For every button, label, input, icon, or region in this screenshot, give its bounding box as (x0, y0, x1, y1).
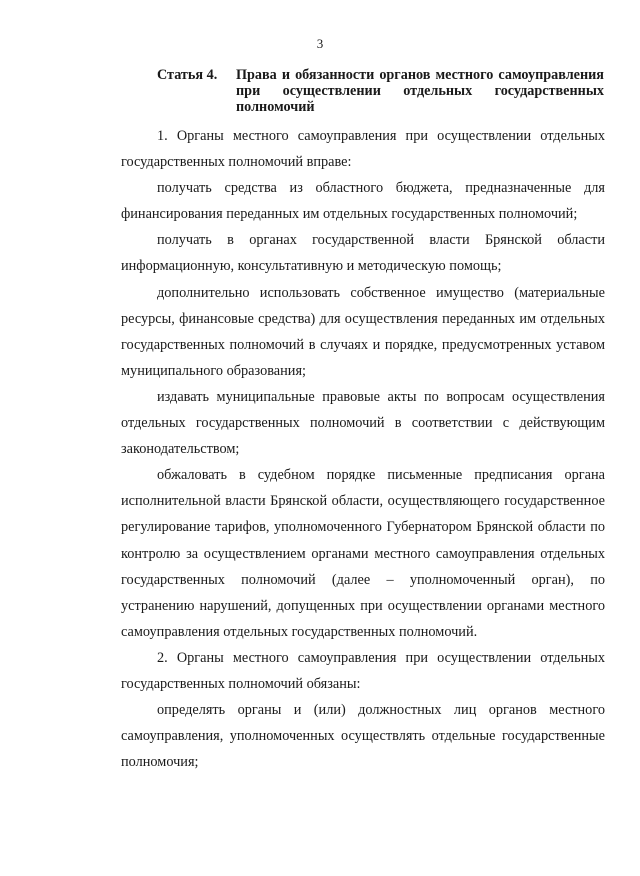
article-label: Статья 4. (157, 67, 218, 83)
paragraph-2-duties-intro: 2. Органы местного самоуправления при осуществлении отдельных государственных полномочий обязаны: (121, 649, 605, 692)
paragraph-1-rights-intro: 1. Органы местного самоуправления при осуществлении отдельных государственных полномочий вправе: (121, 128, 605, 171)
paragraph-issue-acts: издавать муниципальные правовые акты по вопросам осуществления отдельных государственных полномочий в соответствии с действующим законодательством; (121, 388, 605, 458)
paragraph-designate-bodies: определять органы и (или) должностных лиц органов местного самоуправления, уполномоченных осуществлять отдельные государственные полномочия; (121, 702, 605, 771)
paragraph-appeal: обжаловать в судебном порядке письменные предписания органа исполнительной власти Брянской области, осуществляющего государственное регулирование тарифов, уполномоченного Губернатором Брянской области по контролю за осуществлением органами местного самоуправления отдельных государственных полномочий (далее – уполномоченный орган), по устранению нарушений, допущенных при осуществлении органами местного самоуправления отдельных государственных полномочий. (121, 467, 605, 640)
article-title: Права и обязанности органов местного самоуправления при осуществлении отдельных государственных полномочий (236, 67, 604, 115)
page-number: 3 (316, 36, 324, 51)
paragraph-receive-help: получать в органах государственной власти Брянской области информационную, консультативную и методическую помощь; (121, 232, 605, 275)
article-body (121, 123, 605, 775)
article-heading (157, 67, 604, 115)
paragraph-use-property: дополнительно использовать собственное имущество (материальные ресурсы, финансовые средства) для осуществления переданных им отдельных государственных полномочий в случаях и порядке, предусмотренных уставом муниципального образования; (121, 284, 605, 379)
paragraph-receive-funds: получать средства из областного бюджета, предназначенные для финансирования переданных им отдельных государственных полномочий; (121, 180, 605, 223)
